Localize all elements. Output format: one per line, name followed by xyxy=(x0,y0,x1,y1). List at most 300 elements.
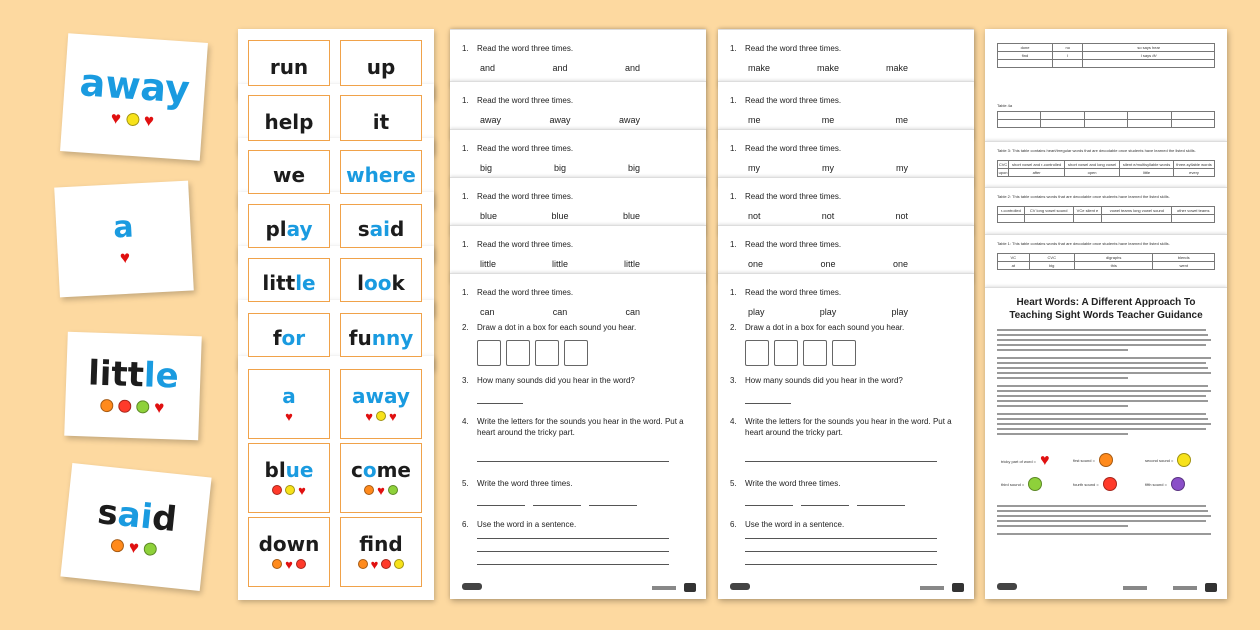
instruction: Read the word three times. xyxy=(477,240,574,249)
yellow-sound-dot xyxy=(394,559,404,569)
table-row xyxy=(998,60,1215,68)
question-text: Write the letters for the sounds you hear in the word. Put a heart around the tricky part. xyxy=(477,417,684,437)
answer-line[interactable] xyxy=(477,551,669,552)
question-number: 2. xyxy=(730,323,737,332)
sound-box[interactable] xyxy=(506,340,530,366)
card-word xyxy=(112,209,135,246)
table-cell: after xyxy=(1009,169,1065,177)
skill-table xyxy=(997,160,1215,177)
word-card-cell[interactable] xyxy=(248,369,330,439)
question-number: 6. xyxy=(462,520,469,529)
sight-word-card-away[interactable] xyxy=(60,33,208,160)
word-card-cell[interactable] xyxy=(248,443,330,513)
repeat-word: one xyxy=(748,259,764,269)
sight-word-card-said[interactable] xyxy=(60,463,211,591)
word-card-cell[interactable] xyxy=(248,150,330,194)
repeat-word: away xyxy=(549,115,571,125)
word-part: f xyxy=(272,326,282,350)
sight-word-card-little[interactable] xyxy=(64,332,202,441)
text-line xyxy=(997,505,1206,507)
orange-sound-dot xyxy=(110,538,124,552)
legend-item xyxy=(1145,453,1191,467)
legend-label: third sound = xyxy=(1001,481,1025,487)
repeat-word: can xyxy=(552,307,568,317)
word-repeat-row xyxy=(748,307,908,317)
word-repeat-row xyxy=(480,259,640,269)
sound-dots xyxy=(285,410,293,423)
question-number: 5. xyxy=(730,479,737,488)
repeat-word: make xyxy=(816,63,839,73)
answer-line[interactable] xyxy=(477,461,669,462)
instruction: Read the word three times. xyxy=(745,44,842,53)
word-highlight: oo xyxy=(364,271,392,295)
word-card-cell[interactable] xyxy=(340,517,422,587)
table-cell xyxy=(1024,215,1073,223)
table-cell xyxy=(1053,60,1083,68)
answer-line[interactable] xyxy=(533,505,581,506)
answer-line[interactable] xyxy=(477,538,669,539)
yellow-sound-dot xyxy=(1177,453,1191,467)
sound-box[interactable] xyxy=(774,340,798,366)
repeat-word: play xyxy=(891,307,908,317)
repeat-word: big xyxy=(480,163,493,173)
word-card-cell[interactable] xyxy=(340,443,422,513)
repeat-word: blue xyxy=(551,211,569,221)
cell-word xyxy=(265,112,314,132)
word-strip xyxy=(718,29,974,89)
word-card-cell[interactable] xyxy=(340,369,422,439)
skill-table xyxy=(997,253,1215,270)
text-line xyxy=(997,390,1211,392)
publisher-logo xyxy=(997,583,1017,590)
legend-item xyxy=(1001,453,1050,469)
table-strip xyxy=(985,234,1227,292)
yellow-sound-dot xyxy=(376,411,386,421)
word-highlight: ai xyxy=(369,217,390,241)
table-cell xyxy=(998,215,1025,223)
question-text: Write the word three times. xyxy=(745,479,841,488)
instruction: Read the word three times. xyxy=(745,288,842,297)
heart-icon: ♥ xyxy=(127,536,140,557)
repeat-word: me xyxy=(821,115,835,125)
table-header-row xyxy=(998,161,1215,169)
cell-word xyxy=(262,273,315,293)
cell-word xyxy=(358,219,405,239)
instruction: Read the word three times. xyxy=(745,144,842,153)
instruction: Read the word three times. xyxy=(477,288,574,297)
word-part: bl xyxy=(264,457,286,482)
answer-line[interactable] xyxy=(745,551,937,552)
legend-item xyxy=(1001,477,1042,491)
word-part: d xyxy=(389,217,405,241)
sound-dots xyxy=(365,410,396,423)
word-part: run xyxy=(269,55,309,79)
question-number: 6. xyxy=(730,520,737,529)
table-cell: three-syllable words xyxy=(1174,161,1215,169)
text-line xyxy=(997,533,1211,535)
word-part: s xyxy=(357,217,370,241)
repeat-word: not xyxy=(821,211,835,221)
repeat-word: one xyxy=(892,259,908,269)
table-cell xyxy=(1102,215,1172,223)
text-line xyxy=(997,423,1211,425)
closing-paragraphs xyxy=(997,505,1215,538)
repeat-word: play xyxy=(819,307,837,317)
word-part: help xyxy=(264,110,314,134)
word-part: down xyxy=(258,531,320,556)
table-4a xyxy=(997,111,1215,128)
skill-table xyxy=(997,206,1215,223)
answer-line[interactable] xyxy=(745,403,791,404)
word-part: litt xyxy=(87,352,145,395)
heart-icon: ♥ xyxy=(1040,452,1050,469)
heart-icon: ♥ xyxy=(119,247,131,267)
heart-icon: ♥ xyxy=(389,408,397,424)
table-cell xyxy=(998,60,1053,68)
text-line xyxy=(997,329,1206,331)
table-caption: Table 3: This table contains heart/irregular words that are decodable once students have learned the listed skills. xyxy=(997,148,1196,153)
legend-item xyxy=(1073,453,1113,467)
word-part: pl xyxy=(265,217,287,241)
table-row xyxy=(998,169,1215,177)
legend-label: fourth sound = xyxy=(1073,481,1099,487)
word-repeat-row xyxy=(748,163,908,173)
cell-word xyxy=(265,219,312,239)
sound-box[interactable] xyxy=(535,340,559,366)
question-number: 4. xyxy=(462,417,469,426)
table-cell: upon xyxy=(998,170,1008,175)
word-highlight: ai xyxy=(115,493,155,538)
question-number: 1. xyxy=(462,96,469,105)
word-highlight: o xyxy=(362,457,377,482)
word-highlight: ue xyxy=(285,457,314,482)
table-label: Table 4a xyxy=(997,103,1013,108)
table-cell: silent e/multisyllable words xyxy=(1119,161,1173,169)
sound-box[interactable] xyxy=(564,340,588,366)
table-cell xyxy=(1073,215,1102,223)
table-cell: at xyxy=(998,262,1030,270)
publisher-logo xyxy=(462,583,482,590)
table-cell: open xyxy=(1065,169,1120,177)
card-word xyxy=(78,59,192,112)
table-cell: r-controlled xyxy=(998,207,1025,215)
text-line xyxy=(997,362,1206,364)
table-cell: blends xyxy=(1153,254,1215,262)
word-card-cell[interactable] xyxy=(340,204,422,248)
worksheet-page-b[interactable] xyxy=(718,29,974,599)
word-highlight: or xyxy=(281,326,306,350)
repeat-word: and xyxy=(624,63,640,73)
text-line xyxy=(997,349,1128,351)
heart-icon: ♥ xyxy=(153,397,165,417)
table-cell: digraphs xyxy=(1074,254,1153,262)
repeat-word: big xyxy=(627,163,640,173)
cell-word xyxy=(367,57,396,77)
word-highlight: away xyxy=(78,59,192,112)
heart-icon: ♥ xyxy=(377,482,385,498)
table-cell xyxy=(1172,215,1215,223)
word-part: s xyxy=(95,491,121,534)
publisher-logo xyxy=(730,583,750,590)
instruction: Read the word three times. xyxy=(745,240,842,249)
repeat-word: blue xyxy=(480,211,498,221)
word-part: k xyxy=(391,271,405,295)
repeat-word: and xyxy=(552,63,568,73)
orange-sound-dot xyxy=(272,559,282,569)
table-cell: I says /ē/ xyxy=(1083,52,1215,60)
text-line xyxy=(997,433,1128,435)
question-number: 1. xyxy=(730,44,737,53)
table-header-row xyxy=(998,207,1215,215)
word-card-cell[interactable] xyxy=(340,150,422,194)
question-text: How many sounds did you hear in the word? xyxy=(477,376,635,385)
question-number: 1. xyxy=(730,240,737,249)
question-number: 2. xyxy=(462,323,469,332)
word-highlight: away xyxy=(352,383,410,408)
badge-icon xyxy=(1205,583,1217,592)
repeat-word: play xyxy=(748,307,765,317)
sound-dots xyxy=(110,109,154,129)
orange-sound-dot xyxy=(358,559,368,569)
text-line xyxy=(997,339,1211,341)
word-card-cell[interactable] xyxy=(340,258,422,302)
table-cell: VCe silent e xyxy=(1073,207,1102,215)
question-number: 1. xyxy=(730,96,737,105)
word-repeat-row xyxy=(480,211,640,221)
text-line xyxy=(997,357,1211,359)
repeat-word: make xyxy=(885,63,908,73)
answer-line[interactable] xyxy=(801,505,849,506)
table-row xyxy=(998,44,1215,52)
word-card-cell[interactable] xyxy=(248,204,330,248)
heart-icon: ♥ xyxy=(285,408,293,424)
question-text: Write the word three times. xyxy=(477,479,573,488)
text-line xyxy=(997,428,1206,430)
legend-label: fifth sound = xyxy=(1145,481,1167,487)
table-cell: short vowel and long vowel xyxy=(1065,161,1120,169)
red-sound-dot xyxy=(296,559,306,569)
word-card-cell[interactable] xyxy=(340,95,422,141)
text-line xyxy=(997,510,1208,512)
legend-item xyxy=(1073,477,1117,491)
text-line xyxy=(997,395,1206,397)
repeat-word: make xyxy=(748,63,771,73)
orange-sound-dot xyxy=(1099,453,1113,467)
text-line xyxy=(997,400,1208,402)
question-text: Draw a dot in a box for each sound you hear. xyxy=(745,323,905,332)
repeat-word: my xyxy=(822,163,834,173)
cell-word xyxy=(373,112,389,132)
card-word xyxy=(95,491,179,540)
table-cell: no xyxy=(1053,44,1083,52)
table-cell: short vowel and r-controlled xyxy=(1009,161,1065,169)
cell-word xyxy=(352,383,410,408)
sound-dots xyxy=(272,558,306,571)
cell-word xyxy=(357,273,405,293)
text-line xyxy=(997,418,1208,420)
word-part: nd xyxy=(374,531,403,556)
text-line xyxy=(997,344,1206,346)
cell-word xyxy=(270,57,308,77)
answer-line[interactable] xyxy=(745,461,937,462)
word-repeat-row xyxy=(748,115,908,125)
word-card-cell[interactable] xyxy=(340,40,422,86)
word-part: up xyxy=(366,55,396,79)
question-number: 3. xyxy=(730,376,737,385)
red-sound-dot xyxy=(1103,477,1117,491)
word-highlight: le xyxy=(143,354,180,397)
word-repeat-row xyxy=(748,63,908,73)
answer-line[interactable] xyxy=(477,564,669,565)
sight-word-card-a[interactable] xyxy=(54,181,194,298)
guidance-title xyxy=(985,297,1227,322)
repeat-word: away xyxy=(618,115,640,125)
cell-word xyxy=(258,531,320,556)
text-line xyxy=(997,385,1208,387)
repeat-word: one xyxy=(820,259,836,269)
answer-line[interactable] xyxy=(745,538,937,539)
instruction: Read the word three times. xyxy=(477,96,574,105)
table-cell: every xyxy=(1174,169,1215,177)
question-text: How many sounds did you hear in the word? xyxy=(745,376,903,385)
table-cell: little xyxy=(1119,169,1173,177)
table-cell: vowel teams long vowel sound xyxy=(1102,207,1172,215)
sound-box[interactable] xyxy=(477,340,501,366)
question-number: 1. xyxy=(730,144,737,153)
question-number: 1. xyxy=(730,192,737,201)
instruction: Read the word three times. xyxy=(477,44,574,53)
answer-line[interactable] xyxy=(477,403,523,404)
red-sound-dot xyxy=(118,399,131,412)
answer-line[interactable] xyxy=(745,505,793,506)
word-part: f xyxy=(359,531,375,556)
sound-box[interactable] xyxy=(745,340,769,366)
repeat-word: big xyxy=(553,163,566,173)
worksheet-page-a[interactable] xyxy=(450,29,706,599)
table-cell xyxy=(1083,60,1215,68)
word-card-cell[interactable] xyxy=(340,313,422,357)
text-line xyxy=(997,405,1128,407)
badge-icon xyxy=(952,583,964,592)
heart-icon: ♥ xyxy=(143,110,155,130)
question-number: 5. xyxy=(462,479,469,488)
repeat-word: me xyxy=(748,115,761,125)
word-part: l xyxy=(357,271,365,295)
word-part: fu xyxy=(348,326,372,350)
word-highlight: a xyxy=(112,209,135,246)
sound-box[interactable] xyxy=(803,340,827,366)
table-cell: other vowel teams xyxy=(1172,207,1215,215)
sound-box[interactable] xyxy=(832,340,856,366)
word-part: it xyxy=(372,110,390,134)
table-cell: CV long vowel sound xyxy=(1024,207,1073,215)
word-strip xyxy=(450,29,706,89)
sound-dots xyxy=(100,396,165,415)
word-repeat-row xyxy=(748,211,908,221)
cell-word xyxy=(273,328,305,348)
answer-line[interactable] xyxy=(589,505,637,506)
question-number: 1. xyxy=(462,288,469,297)
table-cell: VC xyxy=(998,254,1030,262)
repeat-word: me xyxy=(895,115,908,125)
word-card-cell[interactable] xyxy=(248,95,330,141)
card-word xyxy=(87,352,180,397)
word-repeat-row xyxy=(480,163,640,173)
word-card-cell[interactable] xyxy=(248,313,330,357)
legend-label: second sound = xyxy=(1145,457,1174,463)
guidance-page[interactable] xyxy=(985,29,1227,599)
table-cell: CVC xyxy=(998,162,1008,167)
cell-word xyxy=(349,328,413,348)
sound-dots xyxy=(272,484,306,497)
table-row xyxy=(998,215,1215,223)
title-line-1: Heart Words: A Different Approach To xyxy=(1016,297,1196,308)
repeat-word: not xyxy=(895,211,908,221)
answer-line[interactable] xyxy=(745,564,937,565)
question-text: Write the letters for the sounds you hear in the word. Put a heart around the tricky part. xyxy=(745,417,952,437)
repeat-word: not xyxy=(748,211,761,221)
question-number: 3. xyxy=(462,376,469,385)
text-line xyxy=(997,377,1128,379)
cell-word xyxy=(350,457,411,482)
word-part: me xyxy=(376,457,411,482)
question-number: 1. xyxy=(730,288,737,297)
footer-url xyxy=(1173,586,1197,590)
text-line xyxy=(997,367,1208,369)
word-card-cell[interactable] xyxy=(248,258,330,302)
word-card-cell[interactable] xyxy=(248,40,330,86)
word-card-cell[interactable] xyxy=(248,517,330,587)
cell-word xyxy=(346,165,416,185)
green-sound-dot xyxy=(388,485,398,495)
word-repeat-row xyxy=(480,115,640,125)
instruction: Read the word three times. xyxy=(745,192,842,201)
footer-url xyxy=(652,586,676,590)
cell-word xyxy=(359,531,403,556)
table-cell: went xyxy=(1153,262,1215,270)
table-row xyxy=(998,52,1215,60)
table-header-row xyxy=(998,254,1215,262)
answer-line[interactable] xyxy=(857,505,905,506)
purple-sound-dot xyxy=(1171,477,1185,491)
question-number: 1. xyxy=(462,240,469,249)
heart-icon: ♥ xyxy=(365,408,373,424)
repeat-word: blue xyxy=(622,211,640,221)
green-sound-dot xyxy=(143,541,157,555)
sound-dots xyxy=(119,248,130,266)
word-repeat-row xyxy=(480,63,640,73)
text-line xyxy=(997,413,1206,415)
cell-word xyxy=(282,383,296,408)
question-number: 4. xyxy=(730,417,737,426)
repeat-word: away xyxy=(480,115,502,125)
answer-line[interactable] xyxy=(477,505,525,506)
page-number xyxy=(1123,586,1147,590)
sound-dots xyxy=(110,536,158,558)
top-table xyxy=(997,43,1215,68)
orange-sound-dot xyxy=(100,398,113,411)
intro-paragraphs xyxy=(997,329,1215,441)
word-highlight: where xyxy=(346,163,416,187)
orange-sound-dot xyxy=(364,485,374,495)
badge-icon xyxy=(684,583,696,592)
question-number: 1. xyxy=(462,44,469,53)
table-cell: CVC xyxy=(1029,254,1074,262)
text-line xyxy=(997,515,1211,517)
text-line xyxy=(997,525,1128,527)
footer-url xyxy=(920,586,944,590)
repeat-word: my xyxy=(896,163,908,173)
